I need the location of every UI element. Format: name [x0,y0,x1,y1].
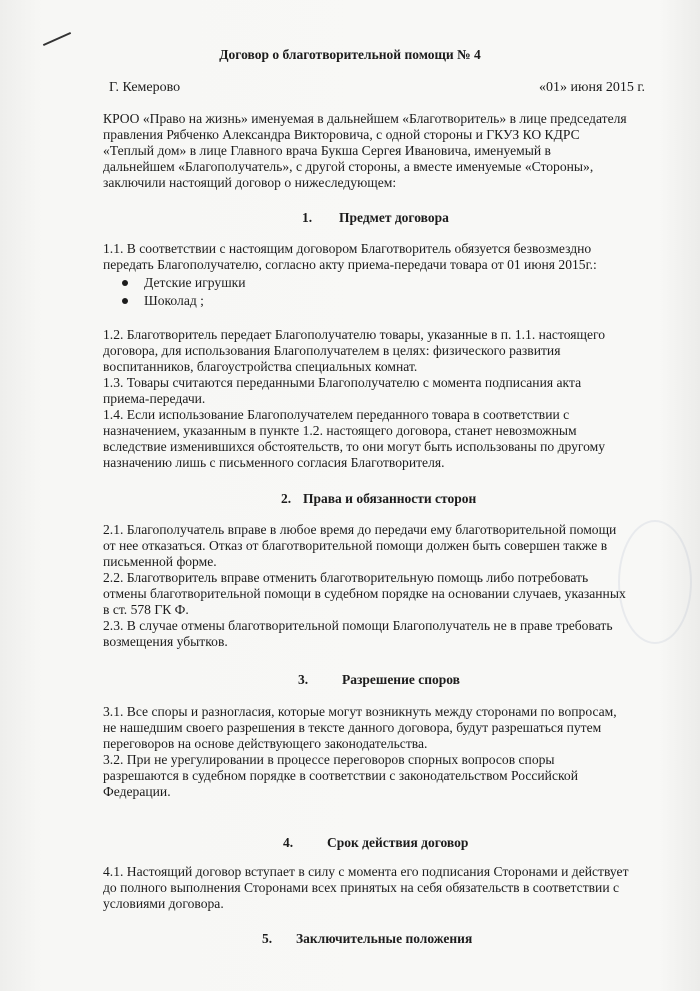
bullet-icon [122,298,128,304]
text-line: 4.1. Настоящий договор вступает в силу с момента его подписания Сторонами и действует [103,864,629,879]
text-line: 3.2. При не урегулировании в процессе переговоров спорных вопросов споры [103,752,555,767]
text-line: 1.3. Товары считаются переданными Благополучателю с момента подписания акта [103,375,582,390]
intro-line: правления Рябченко Александра Викторовича, с одной стороны и ГКУЗ КО КДРС [103,127,580,142]
text-line: в ст. 578 ГК Ф. [103,602,189,617]
text-line: до полного выполнения Сторонами всех принятых на себя обязательств в соответствии с [103,880,620,895]
intro-line: дальнейшем «Благополучатель», с другой стороны, а вместе именуемые «Стороны», [103,159,594,174]
document-title: Договор о благотворительной помощи № 4 [219,47,481,62]
text-line: разрешаются в судебном порядке в соответствии с законодательством Российской [103,768,578,783]
section-title: Разрешение споров [342,672,460,687]
text-line: не нашедшим своего разрешения в тексте данного договора, будут разрешаться путем [103,720,602,735]
pen-mark [43,32,71,46]
section-number: 5. [262,931,273,946]
text-line: 1.2. Благотворитель передает Благополучателю товары, указанные в п. 1.1. настоящего [103,327,606,342]
section-number: 2. [281,491,292,506]
text-line: назначению лишь с письменного согласия Благотворителя. [103,455,445,470]
section-3-paragraph [103,704,663,800]
section-1-paragraph-2 [103,327,663,471]
list-item-text: Шоколад ; [144,293,204,308]
text-line: вследствие изменившихся обстоятельств, то они могут быть использованы по другому [103,439,606,454]
text-line: условиями договора. [103,896,224,911]
intro-paragraph [103,111,663,191]
section-number: 4. [283,835,294,850]
section-1-paragraph-1 [103,241,663,273]
text-line: 1.4. Если использование Благополучателем переданного товара в соответствии с [103,407,570,422]
text-line: назначением, указанным в пункте 1.2. настоящего договора, станет невозможным [103,423,577,438]
text-line: 3.1. Все споры и разногласия, которые могут возникнуть между сторонами по вопросам, [103,704,617,719]
text-line: Федерации. [103,784,171,799]
section-number: 1. [302,210,313,225]
section-title: Права и обязанности сторон [303,491,477,506]
section-title: Предмет договора [339,210,449,225]
text-line: приема-передачи. [103,391,206,406]
text-line: отмены благотворительной помощи в судебном порядке на основании случаев, указанных [103,586,626,601]
text-line: письменной форме. [103,554,217,569]
section-2-paragraph [103,522,663,650]
intro-line: «Теплый дом» в лице Главного врача Букша Сергея Ивановича, именуемый в [103,143,551,158]
text-line: воспитанников, благоустройства специальных комнат. [103,359,418,374]
text-line: 2.1. Благополучатель вправе в любое время до передачи ему благотворительной помощи [103,522,617,537]
text-line: 2.3. В случае отмены благотворительной помощи Благополучатель не в праве требовать [103,618,613,633]
section-title: Срок действия договор [327,835,469,850]
text-line: переговоров на основе действующего законодательства. [103,736,428,751]
text-line: 1.1. В соответствии с настоящим договором Благотворитель обязуется безвозмездно [103,241,592,256]
text-line: передать Благополучателю, согласно акту приема-передачи товара от 01 июня 2015г.: [103,257,597,272]
list-item-text: Детские игрушки [144,275,246,290]
section-4-paragraph [103,864,663,912]
text-line: 2.2. Благотворитель вправе отменить благотворительную помощь либо потребовать [103,570,589,585]
section-number: 3. [298,672,309,687]
document-city: Г. Кемерово [109,80,181,95]
section-title: Заключительные положения [296,931,473,946]
text-line: возмещения убытков. [103,634,228,649]
intro-line: заключили настоящий договор о нижеследующем: [103,175,397,190]
text-line: договора, для использования Благополучателем в целях: физического развития [103,343,561,358]
text-line: от нее отказаться. Отказ от благотворительной помощи должен быть совершен также в [103,538,608,553]
document-date: «01» июня 2015 г. [539,80,646,95]
intro-line: КРОО «Право на жизнь» именуемая в дальнейшем «Благотворитель» в лице председателя [103,111,627,126]
bullet-icon [122,280,128,286]
